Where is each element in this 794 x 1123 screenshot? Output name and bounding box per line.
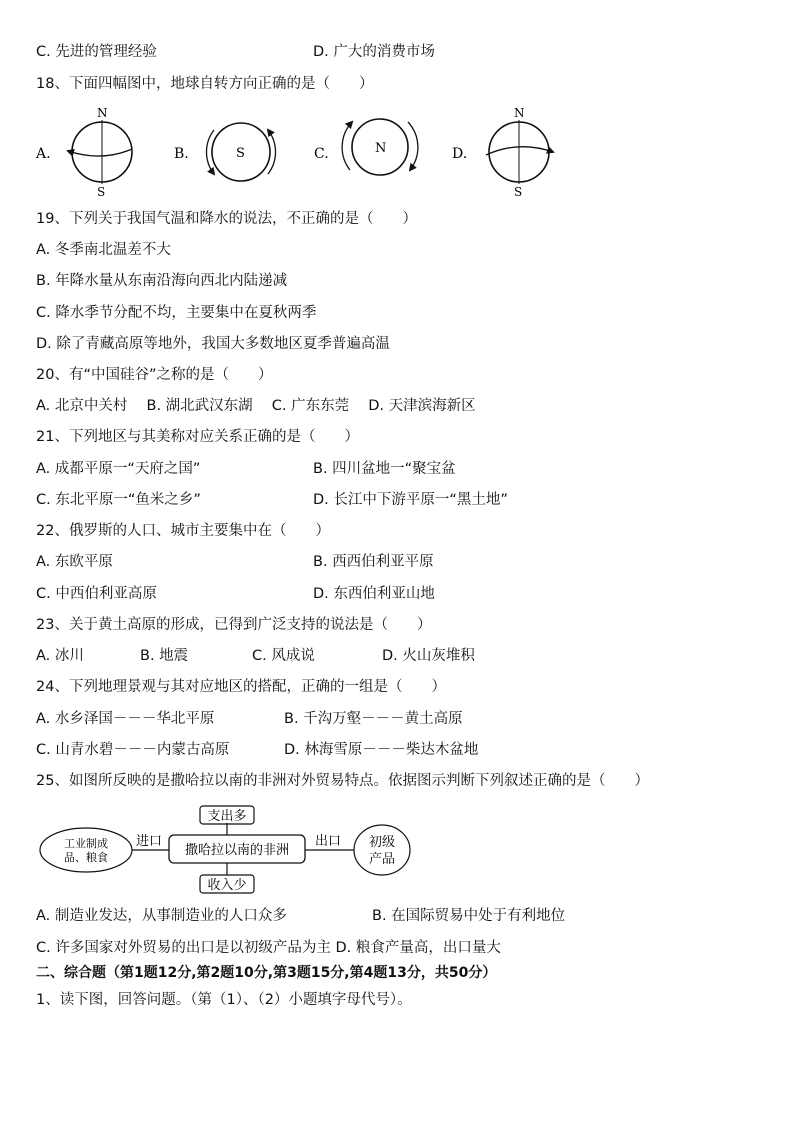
- q23-option-d: D. 火山灰堆积: [382, 648, 475, 664]
- q18-label-b: B.: [174, 146, 189, 162]
- q18-globe-a: [68, 106, 132, 199]
- q25-left-line1: 工业制成: [64, 837, 108, 850]
- q17-option-c: C. 先进的管理经验: [36, 44, 157, 60]
- q18-globe-figures: [0, 100, 794, 200]
- q21-option-d: D. 长江中下游平原一“黑土地”: [313, 492, 508, 508]
- q22-stem: 22、俄罗斯的人口、城市主要集中在（ ）: [36, 523, 330, 539]
- q23-option-a: A. 冰川: [36, 648, 84, 664]
- q18-globe-b: [206, 123, 275, 181]
- q25-right-line1: 初级: [368, 835, 396, 850]
- q22-option-a: A. 东欧平原: [36, 554, 113, 570]
- q24-stem: 24、下列地理景观与其对应地区的搭配，正确的一组是（ ）: [36, 679, 446, 695]
- q19-option-c: C. 降水季节分配不均，主要集中在夏秋两季: [36, 305, 317, 321]
- q25-option-cd: C. 许多国家对外贸易的出口是以初级产品为主 D. 粮食产量高，出口量大: [36, 940, 501, 956]
- q20-options: A. 北京中关村 B. 湖北武汉东湖 C. 广东东莞 D. 天津滨海新区: [36, 398, 476, 414]
- q19-option-a: A. 冬季南北温差不大: [36, 242, 171, 258]
- q25-trade-diagram: [36, 802, 436, 898]
- q25-center-label: 撒哈拉以南的非洲: [184, 843, 290, 858]
- q18-a-south: S: [97, 185, 106, 199]
- q18-label-d: D.: [452, 146, 468, 162]
- q25-right-line2: 产品: [368, 852, 396, 867]
- q18-d-north: N: [514, 106, 525, 120]
- q25-top-label: 支出多: [207, 809, 247, 824]
- q18-label-a: A.: [36, 146, 51, 162]
- q18-stem: 18、下面四幅图中，地球自转方向正确的是（ ）: [36, 76, 374, 92]
- section2-title: 二、综合题（第1题12分,第2题10分,第3题15分,第4题13分，共50分）: [36, 965, 497, 981]
- q25-import-label: 进口: [135, 834, 163, 849]
- q19-stem: 19、下列关于我国气温和降水的说法，不正确的是（ ）: [36, 211, 417, 227]
- q22-option-b: B. 西西伯利亚平原: [313, 554, 434, 570]
- q18-a-north: N: [97, 106, 108, 120]
- q23-option-b: B. 地震: [140, 648, 189, 664]
- section2-q1: 1、读下图，回答问题。（第（1）、（2）小题填字母代号）。: [36, 992, 412, 1008]
- q20-stem: 20、有“中国硅谷”之称的是（ ）: [36, 367, 273, 383]
- q24-option-d: D. 林海雪原－－－柴达木盆地: [284, 742, 479, 758]
- q19-option-b: B. 年降水量从东南沿海向西北内陆递减: [36, 273, 288, 289]
- q18-d-south: S: [514, 185, 523, 199]
- q21-stem: 21、下列地区与其美称对应关系正确的是（ ）: [36, 429, 359, 445]
- q21-option-c: C. 东北平原一“鱼米之乡”: [36, 492, 201, 508]
- q17-option-d: D. 广大的消费市场: [313, 44, 435, 60]
- q25-export-label: 出口: [314, 834, 342, 849]
- q24-option-c: C. 山青水碧－－－内蒙古高原: [36, 742, 230, 758]
- q25-option-a: A. 制造业发达，从事制造业的人口众多: [36, 908, 287, 924]
- q19-option-d: D. 除了青藏高原等地外，我国大多数地区夏季普遍高温: [36, 336, 390, 352]
- q21-option-b: B. 四川盆地一“聚宝盆: [313, 461, 456, 477]
- q22-option-d: D. 东西伯利亚山地: [313, 586, 435, 602]
- q25-left-line2: 品、粮食: [64, 851, 108, 864]
- q23-stem: 23、关于黄土高原的形成，已得到广泛支持的说法是（ ）: [36, 617, 432, 633]
- q24-option-b: B. 千沟万壑－－－黄土高原: [284, 711, 463, 727]
- q24-option-a: A. 水乡泽国－－－华北平原: [36, 711, 215, 727]
- q22-option-c: C. 中西伯利亚高原: [36, 586, 157, 602]
- q25-bottom-label: 收入少: [207, 878, 247, 893]
- q18-globe-c: [342, 119, 418, 175]
- q25-stem: 25、如图所反映的是撒哈拉以南的非洲对外贸易特点。依据图示判断下列叙述正确的是（ ）: [36, 773, 649, 789]
- q18-label-c: C.: [314, 146, 329, 162]
- q25-option-b: B. 在国际贸易中处于有利地位: [372, 908, 566, 924]
- q18-b-south: S: [236, 146, 245, 161]
- q18-c-north: N: [375, 141, 387, 156]
- q23-option-c: C. 风成说: [252, 648, 315, 664]
- q18-globe-d: [486, 106, 553, 199]
- q21-option-a: A. 成都平原一“天府之国”: [36, 461, 201, 477]
